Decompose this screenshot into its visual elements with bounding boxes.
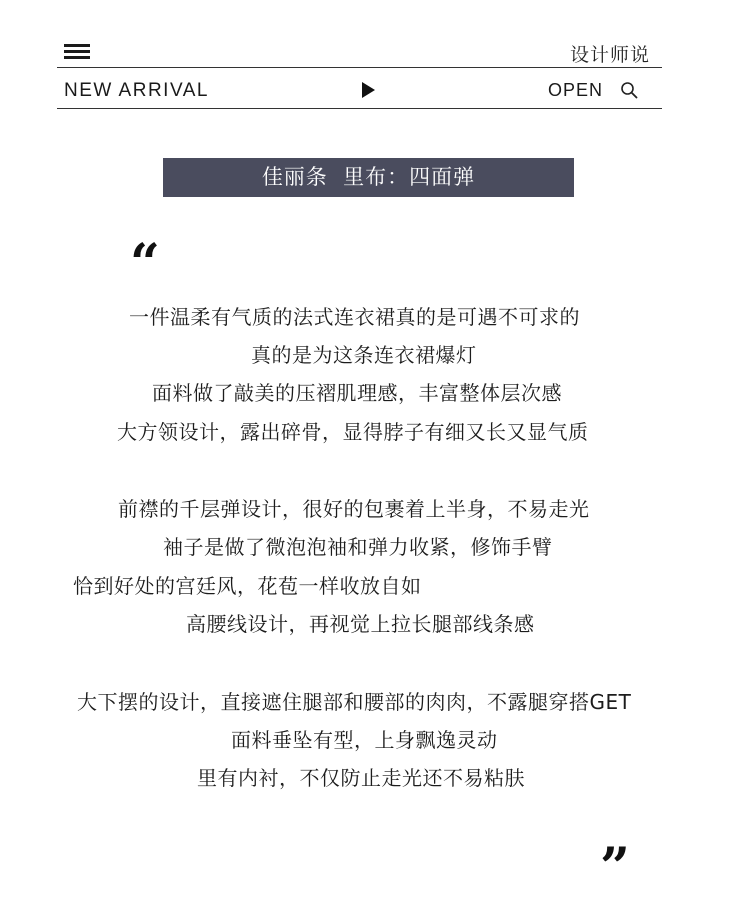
description-line: 面料做了敲美的压褶肌理感，丰富整体层次感 [152, 381, 562, 405]
open-quote-mark: “ [130, 233, 160, 294]
search-icon[interactable] [620, 81, 638, 99]
description-line: 恰到好处的宫廷风，花苞一样收放自如 [73, 574, 422, 598]
designer-says-label: 设计师说 [569, 44, 650, 66]
description-line: 前襟的千层弹设计，很好的包裹着上半身，不易走光 [118, 497, 590, 521]
fabric-info-banner: 佳丽条 里布：四面弹 [163, 158, 574, 197]
description-line: 高腰线设计，再视觉上拉长腿部线条感 [186, 612, 535, 636]
description-line: 里有内衬，不仅防止走光还不易粘肤 [197, 766, 525, 790]
description-line: 真的是为这条连衣裙爆灯 [251, 343, 477, 367]
header-divider-top [57, 67, 662, 68]
new-arrival-label: NEW ARRIVAL [64, 80, 209, 101]
description-line: 一件温柔有气质的法式连衣裙真的是可遇不可求的 [129, 305, 580, 329]
description-line: 袖子是做了微泡泡袖和弹力收紧，修饰手臂 [163, 535, 553, 559]
description-line: 大方领设计，露出碎骨，显得脖子有细又长又显气质 [117, 420, 589, 444]
close-quote-mark: ” [600, 837, 630, 898]
description-line: 面料垂坠有型，上身飘逸灵动 [231, 728, 498, 752]
open-button[interactable]: OPEN [548, 80, 604, 100]
header-divider-bottom [57, 108, 662, 109]
hamburger-menu-icon[interactable] [64, 44, 90, 60]
play-icon[interactable] [362, 82, 375, 98]
description-line: 大下摆的设计，直接遮住腿部和腰部的肉肉，不露腿穿搭GET [77, 690, 632, 714]
